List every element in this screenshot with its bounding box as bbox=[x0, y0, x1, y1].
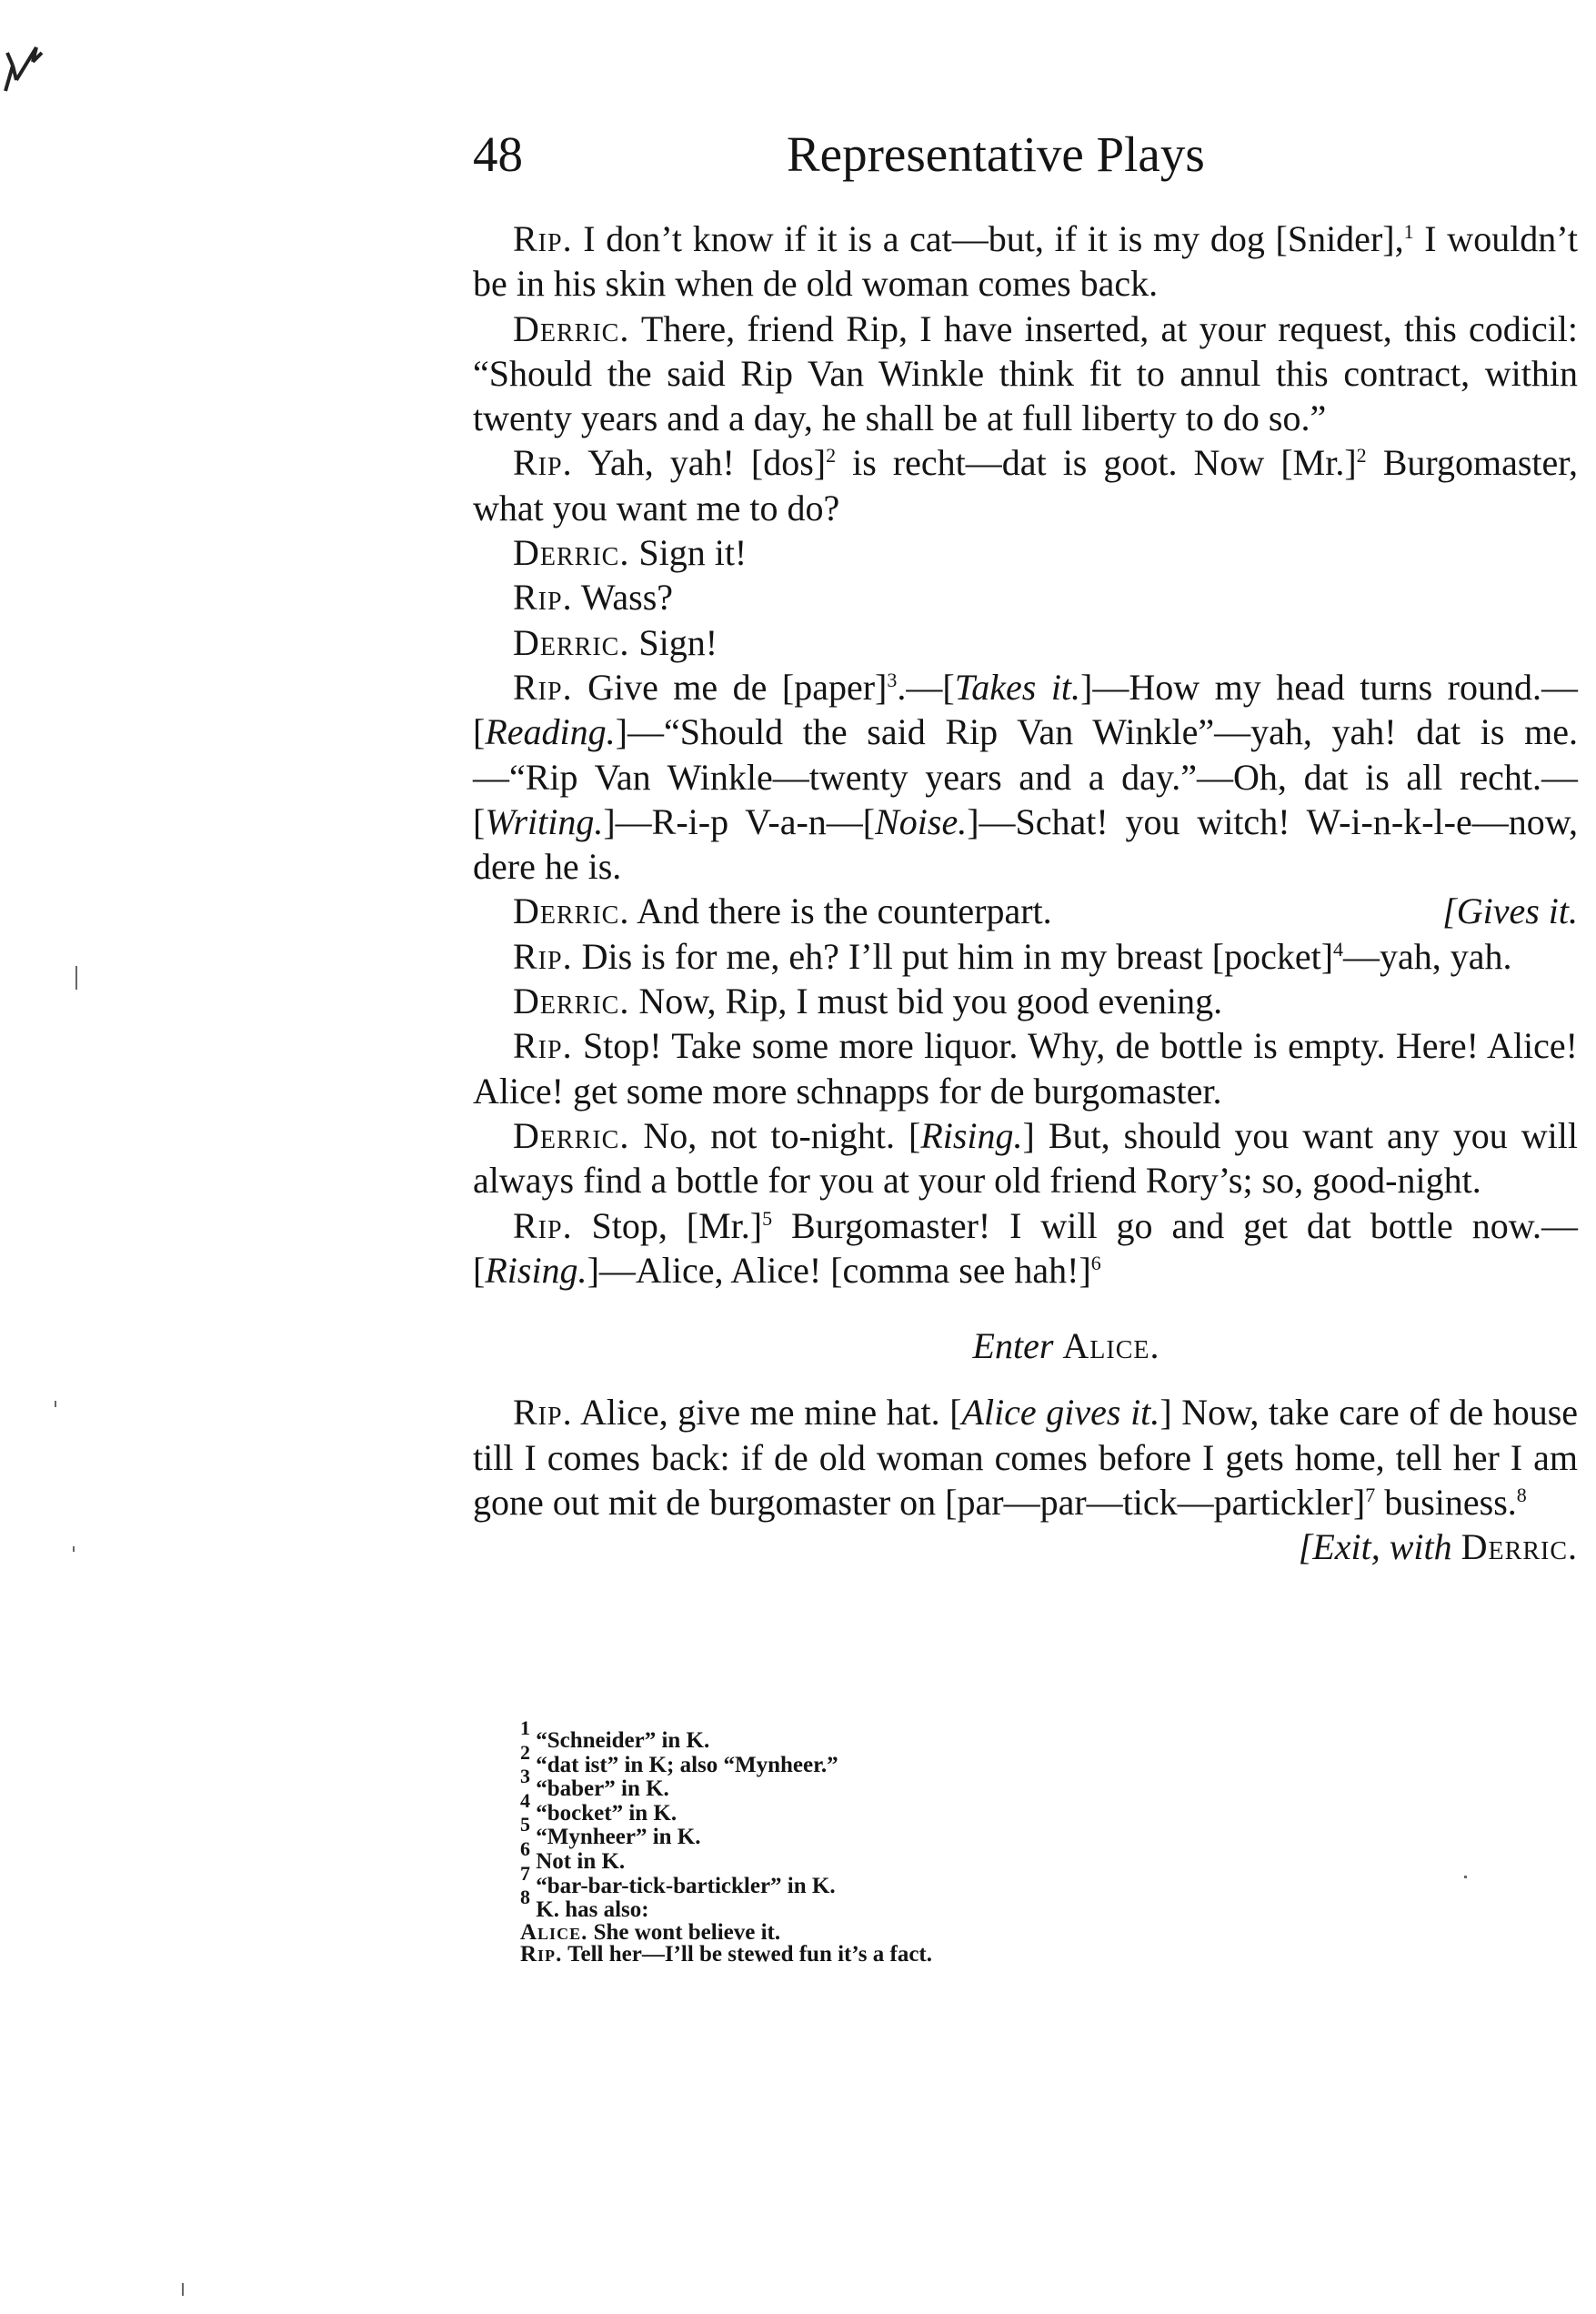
speaker-name: Rip . bbox=[513, 667, 573, 708]
speaker-name: Derric . bbox=[513, 981, 629, 1021]
entrance-direction: Enter Alice. bbox=[972, 1325, 1160, 1367]
footnote-ref: 2 bbox=[1356, 444, 1367, 468]
speech-derric-5: Derric . Now, Rip, I must bid you good evening. bbox=[473, 979, 1578, 1023]
footnote: $^2$ “dat ist” in K; also “Mynheer.” bbox=[520, 1740, 838, 1777]
speech-rip-8: Rip . Alice, give me mine hat. [Alice gives it.] Now, take care of de house till I comes back: if de old woman comes before I gets home, tell her I am gone out mit de burgomaster on [par—par—tick—partickler]$^7$ business.$^8$ [Exit, with Derric. bbox=[473, 1390, 1578, 1524]
speech-rip-7: Rip . Stop, $[Mr.]^5$ Burgomaster! I will go and get dat bottle now.—[Rising.]—Alice, Alice! [comma see hah!]$^6$ bbox=[473, 1203, 1578, 1293]
footnote-ref: 4 bbox=[1333, 937, 1344, 961]
speech-rip-2: Rip . Yah, yah! [dos]$^2$ is recht—dat is goot. Now $[Mr.]^2$ Burgomaster, what you want me to do? bbox=[473, 440, 1578, 530]
speaker-name: Derric . bbox=[513, 890, 629, 931]
speaker-name: Derric . bbox=[513, 622, 629, 663]
scan-speck bbox=[182, 2283, 184, 2296]
corner-pen-mark bbox=[0, 25, 73, 98]
scan-speck bbox=[55, 1401, 56, 1407]
speaker-name: Rip . bbox=[513, 442, 573, 483]
stage-direction: Writing. bbox=[485, 800, 604, 842]
running-title: Representative Plays bbox=[787, 126, 1205, 182]
speaker-name: Derric . bbox=[513, 308, 629, 349]
speech-rip-4: Rip . Give me de [paper]$^3$.—[Takes it.]—How my head turns round.—[Reading.]—“Should the said Rip Van Winkle”—yah, yah! dat is me.—“Rip Van Winkle—twenty years and a day.”—Oh, dat is all recht.—[Writing.]—R-i-p V-a-n—[Noise.]—Schat! you witch! W-i-n-k-l-e—now, dere he is. bbox=[473, 665, 1578, 889]
footnote: $^3$ “baber” in K. bbox=[520, 1765, 669, 1802]
footnote: $^8$ K. has also: bbox=[520, 1886, 649, 1923]
footnote: $^7$ “bar-bar-tick-bartickler” in K. bbox=[520, 1861, 836, 1898]
speaker-name: Rip . bbox=[513, 1205, 573, 1246]
footnote: $^5$ “Mynheer” in K. bbox=[520, 1813, 701, 1850]
scan-speck bbox=[75, 966, 77, 990]
footnote-ref: 7 bbox=[1365, 1484, 1376, 1507]
footnote: $^4$ “bocket” in K. bbox=[520, 1788, 678, 1826]
entering-character: Alice. bbox=[1062, 1325, 1160, 1367]
speech-rip-1: Rip . I don’t know if it is a cat—but, if it is my dog [Snider],$^1$ I wouldn’t be in his skin when de old woman comes back. bbox=[473, 216, 1578, 307]
speaker-name: Rip . bbox=[513, 218, 573, 259]
stage-direction: Alice gives it. bbox=[961, 1392, 1160, 1434]
exit-direction: [Exit, with Derric. bbox=[1298, 1526, 1578, 1568]
stage-direction: Rising. bbox=[920, 1114, 1023, 1156]
footnote-ref: 3 bbox=[887, 668, 898, 691]
speaker-name: Rip . bbox=[513, 936, 573, 977]
scan-speck bbox=[1464, 1876, 1467, 1878]
footnote-ref: 8 bbox=[1516, 1484, 1527, 1507]
footnote-line-rip: Rip . Tell her—I’ll be stewed fun it’s a fact. bbox=[520, 1944, 1339, 1967]
footnote: $^6$ Not in K. bbox=[520, 1836, 626, 1874]
speech-derric-2: Derric . Sign it! bbox=[473, 530, 1578, 575]
speaker-name: Rip . bbox=[513, 1025, 573, 1066]
speech-derric-1: Derric . There, friend Rip, I have inserted, at your request, this codicil: “Should the said Rip Van Winkle think fit to annul this contract, within twenty years and a day, he shall be at full liberty to do so.” bbox=[473, 307, 1578, 441]
speech-rip-5: Rip . Dis is for me, eh? I’ll put him in my breast [pocket]$^4$—yah, yah. bbox=[473, 934, 1578, 979]
stage-direction: Takes it. bbox=[954, 666, 1081, 708]
speaker-name: Rip . bbox=[513, 577, 573, 618]
scan-speck bbox=[73, 1546, 75, 1552]
speaker-name: Derric . bbox=[513, 532, 629, 573]
footnote-ref: 6 bbox=[1090, 1251, 1101, 1274]
play-text bbox=[473, 216, 1578, 1570]
footnote-ref: 2 bbox=[826, 444, 837, 468]
speech-rip-3: Rip . Wass? bbox=[473, 575, 1578, 619]
stage-direction: Reading. bbox=[485, 711, 616, 753]
footnote-ref: 5 bbox=[762, 1206, 773, 1230]
speech-derric-3: Derric . Sign! bbox=[473, 620, 1578, 665]
stage-direction: Noise. bbox=[875, 800, 968, 842]
speech-rip-6: Rip . Stop! Take some more liquor. Why, de bottle is empty. Here! Alice! Alice! get some more schnapps for de burgomaster. bbox=[473, 1023, 1578, 1113]
footnote-ref: 1 bbox=[1403, 220, 1414, 243]
footnote-line-alice: Alice . She wont believe it. bbox=[520, 1922, 1339, 1945]
page-header bbox=[473, 126, 1578, 198]
speech-derric-4: Derric . And there is the counterpart. [Gives it. bbox=[473, 889, 1578, 933]
footnotes bbox=[520, 1716, 1339, 1967]
stage-direction: Rising. bbox=[485, 1249, 587, 1291]
footnote: $^1$ “Schneider” in K. bbox=[520, 1716, 710, 1753]
speaker-name: Derric . bbox=[513, 1115, 629, 1156]
stage-direction: [Gives it. bbox=[1442, 890, 1578, 932]
page-number: 48 bbox=[473, 126, 523, 182]
speaker-name: Rip . bbox=[513, 1392, 573, 1433]
speech-derric-6: Derric . No, not to-night. [Rising.] But, should you want any you will always find a bottle for you at your old friend Rory’s; so, good-night. bbox=[473, 1113, 1578, 1203]
